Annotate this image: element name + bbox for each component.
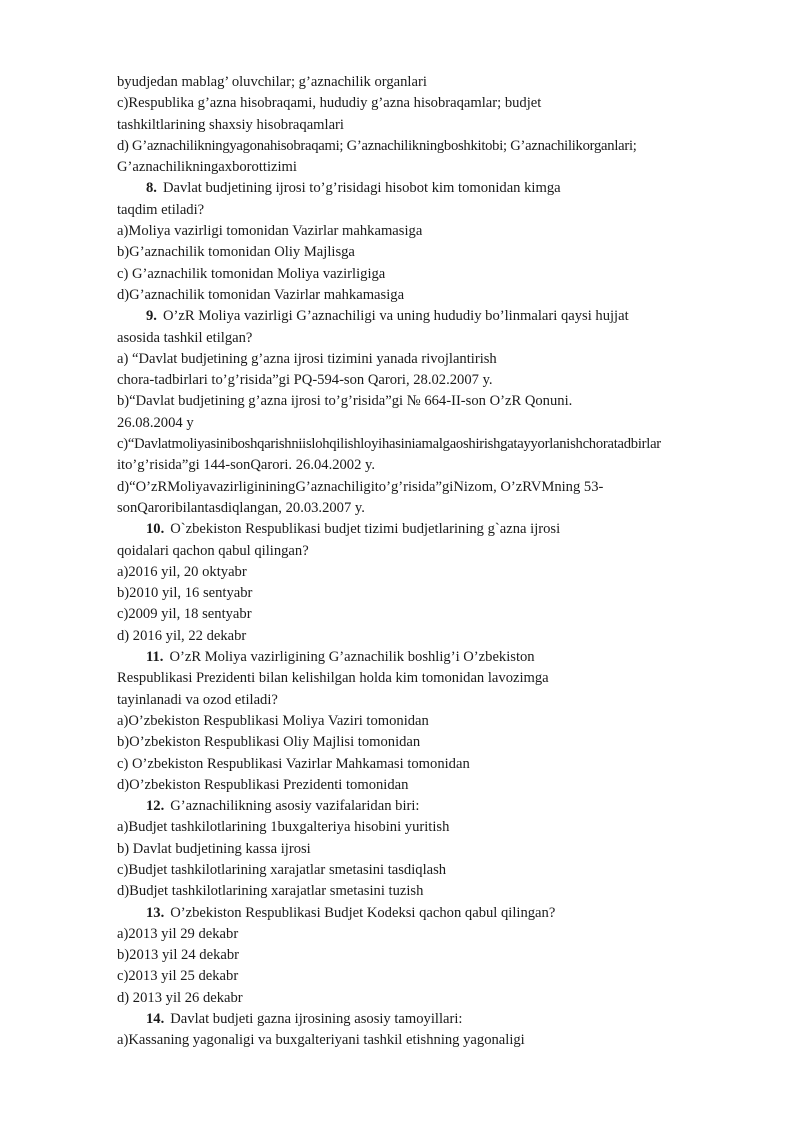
question-number: 14. <box>146 1011 165 1028</box>
answer-option: c) G’aznachilik tomonidan Moliya vazirligiga <box>117 265 386 282</box>
answer-option: c)2013 yil 25 dekabr <box>117 968 239 985</box>
answer-option: b)G’aznachilik tomonidan Oliy Majlisga <box>117 244 355 261</box>
answer-option: a)O’zbekiston Respublikasi Moliya Vaziri tomonidan <box>117 712 429 729</box>
answer-option: c)2009 yil, 18 sentyabr <box>117 606 252 623</box>
question-text: O’zR Moliya vazirligining G’aznachilik boshlig’i O’zbekiston <box>169 649 535 666</box>
answer-option: a)Kassaning yagonaligi va buxgalteriyani tashkil etishning yagonaligi <box>117 1032 525 1049</box>
question-text: O’zbekiston Respublikasi Budjet Kodeksi qachon qabul qilingan? <box>170 904 556 921</box>
answer-option: c)Budjet tashkilotlarining xarajatlar smetasini tasdiqlash <box>117 861 447 878</box>
question-line <box>117 903 757 924</box>
question-line <box>117 306 757 327</box>
question-line <box>117 178 757 199</box>
text-line: tashkiltlarining shaxsiy hisobraqamlari <box>117 116 344 133</box>
question-line <box>117 647 757 668</box>
answer-option: b)“Davlat budjetining g’azna ijrosi to’g’risida”gi № 664-II-son O’zR Qonuni. <box>117 393 573 410</box>
question-text: G’aznachilikning asosiy vazifalaridan biri: <box>170 798 420 815</box>
answer-option: chora-tadbirlari to’g’risida”gi PQ-594-son Qarori, 28.02.2007 y. <box>117 372 493 389</box>
answer-option: sonQaroribilantasdiqlangan, 20.03.2007 y. <box>117 499 365 516</box>
question-13 <box>117 903 757 1009</box>
document-page <box>117 72 757 1052</box>
question-14 <box>117 1009 757 1052</box>
answer-option: a) “Davlat budjetining g’azna ijrosi tizimini yanada rivojlantirish <box>117 350 497 367</box>
question-number: 11. <box>146 649 164 666</box>
answer-option: ito’g’risida”gi 144-sonQarori. 26.04.2002 y. <box>117 457 376 474</box>
answer-option: 26.08.2004 y <box>117 414 194 431</box>
intro-block <box>117 72 757 178</box>
question-text: taqdim etiladi? <box>117 201 205 218</box>
text-line: byudjedan mablag’ oluvchilar; g’aznachilik organlari <box>117 74 427 90</box>
answer-option: b)2013 yil 24 dekabr <box>117 947 239 964</box>
answer-option: b)O’zbekiston Respublikasi Oliy Majlisi tomonidan <box>117 734 421 751</box>
question-number: 8. <box>146 180 157 197</box>
question-text: tayinlanadi va ozod etiladi? <box>117 691 278 708</box>
answer-option: c)“Davlatmoliyasiniboshqarishniislohqilishloyihasiniamalgaoshirishgatayyorlanishchoratadbirlar <box>117 436 661 453</box>
answer-option: a)2016 yil, 20 oktyabr <box>117 563 247 580</box>
question-number: 9. <box>146 308 157 325</box>
answer-option: d) 2013 yil 26 dekabr <box>117 989 243 1006</box>
question-text: O`zbekiston Respublikasi budjet tizimi budjetlarining g`azna ijrosi <box>170 521 561 538</box>
question-text: Davlat budjeti gazna ijrosining asosiy tamoyillari: <box>170 1011 463 1028</box>
question-line <box>117 519 757 540</box>
answer-option: d)Budjet tashkilotlarining xarajatlar smetasini tuzish <box>117 883 424 900</box>
question-11 <box>117 647 757 796</box>
text-line: G’aznachilikningaxborottizimi <box>117 159 297 176</box>
question-number: 12. <box>146 798 165 815</box>
answer-option: b)2010 yil, 16 sentyabr <box>117 585 253 602</box>
question-9 <box>117 306 757 519</box>
question-number: 10. <box>146 521 165 538</box>
question-10 <box>117 519 757 647</box>
question-text: O’zR Moliya vazirligi G’aznachiligi va uning hududiy bo’linmalari qaysi hujjat <box>162 308 629 325</box>
question-12 <box>117 796 757 902</box>
answer-option: d)O’zbekiston Respublikasi Prezidenti tomonidan <box>117 776 409 793</box>
text-line: c)Respublika g’azna hisobraqami, hududiy g’azna hisobraqamlar; budjet <box>117 95 542 112</box>
answer-option: b) Davlat budjetining kassa ijrosi <box>117 840 311 857</box>
question-line <box>117 796 757 817</box>
question-number: 13. <box>146 904 165 921</box>
question-text: qoidalari qachon qabul qilingan? <box>117 542 309 559</box>
answer-option: a)2013 yil 29 dekabr <box>117 925 239 942</box>
question-text: Davlat budjetining ijrosi to’g’risidagi hisobot kim tomonidan kimga <box>162 180 561 197</box>
answer-option: a)Budjet tashkilotlarining 1buxgalteriya hisobini yuritish <box>117 819 450 836</box>
answer-option: c) O’zbekiston Respublikasi Vazirlar Mahkamasi tomonidan <box>117 755 470 772</box>
answer-option: d)G’aznachilik tomonidan Vazirlar mahkamasiga <box>117 286 405 303</box>
question-line <box>117 1009 757 1030</box>
question-text: Respublikasi Prezidenti bilan kelishilgan holda kim tomonidan lavozimga <box>117 670 549 687</box>
answer-option: a)Moliya vazirligi tomonidan Vazirlar mahkamasiga <box>117 223 423 240</box>
answer-option: d) 2016 yil, 22 dekabr <box>117 627 247 644</box>
text-line: d) G’aznachilikningyagonahisobraqami; G’aznachilikningboshkitobi; G’aznachilikorganlari; <box>117 137 637 154</box>
answer-option: d)“O’zRMoliyavazirligininingG’aznachiligito’g’risida”giNizom, O’zRVMning 53- <box>117 478 604 495</box>
question-8 <box>117 178 757 306</box>
question-text: asosida tashkil etilgan? <box>117 329 253 346</box>
